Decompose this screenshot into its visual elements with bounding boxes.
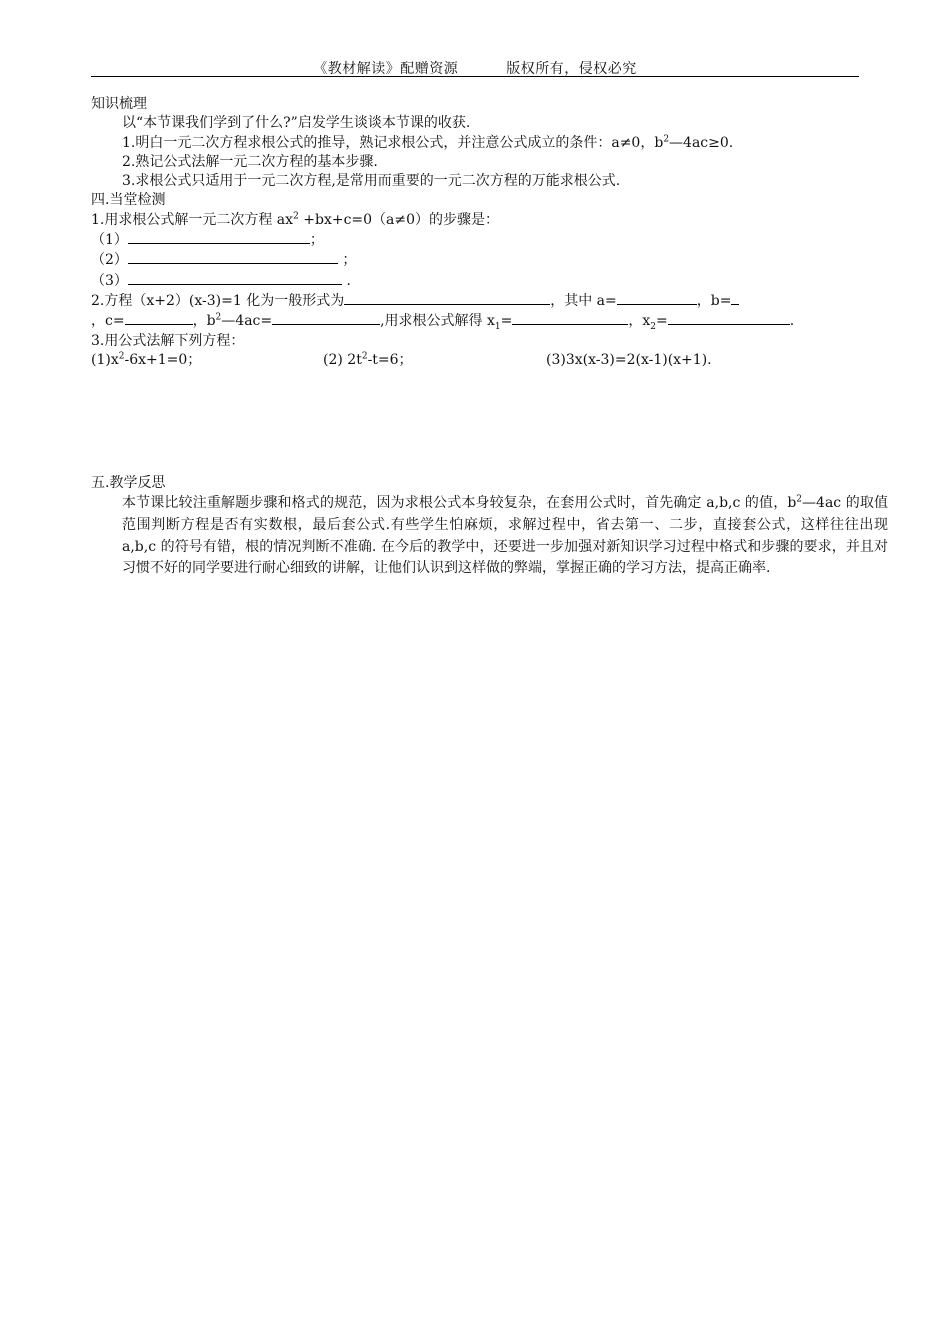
reflection-body: 本节课比较注重解题步骤和格式的规范，因为求根公式本身较复杂，在套用公式时，首先确定 a,b,c 的值，$b^2—4ac$ 的取值范围判断方程是否有实数根，最后套公式.有些学生怕麻烦，求解过程中，省去第一、二步，直接套公式，这样往往出现 a,b,c 的符号有错，根的情况判断不准确. 在今后的教学中，还要进一步加强对新知识学习过程中格式和步骤的要求，并且对习惯不好的同学要进行耐心细致的讲解，让他们认识到这样做的弊端，掌握正确的学习方法，提高正确率. (122, 494, 888, 577)
answer-blank[interactable] (617, 291, 697, 305)
answer-blank[interactable] (128, 230, 310, 244)
answer-blank[interactable] (128, 271, 342, 285)
header-right: 版权所有，侵权必究 (506, 61, 637, 77)
equation-1: $(1)x^2-6x+1=0$； (91, 351, 202, 368)
answer-blank[interactable] (668, 311, 790, 325)
answer-blank[interactable] (125, 311, 193, 325)
answer-blank[interactable] (344, 291, 550, 305)
reflection-title: 五.教学反思 (91, 475, 166, 492)
question-2-line-1: 2.方程（x+2）(x-3)=1 化为一般形式为 ，其中 a= ，b= (91, 291, 861, 311)
answer-blank[interactable] (731, 291, 739, 305)
header-left: 《教材解读》配赠资源 (313, 61, 459, 77)
header-rule (91, 76, 859, 77)
question-3-equations (91, 351, 861, 370)
equation-3: (3)3x(x-3)=2(x-1)(x+1). (546, 351, 712, 368)
answer-blank[interactable] (128, 250, 338, 264)
question-1-step-1: （1） ； (91, 232, 324, 249)
question-1-step-3: （3） . (91, 272, 351, 289)
summary-point-2: 2.熟记公式法解一元二次方程的基本步骤. (122, 153, 378, 170)
summary-point-3: 3.求根公式只适用于一元二次方程,是常用而重要的一元二次方程的万能求根公式. (122, 173, 621, 190)
answer-blank[interactable] (512, 311, 628, 325)
document-body (91, 95, 888, 580)
question-2-line-2: ，c= ，$b^2—4ac=$ ,用求根公式解得 $x_1=$ ，$x_2=$ . (91, 312, 795, 333)
page-header (91, 58, 859, 78)
question-3: 3.用公式法解下列方程： (91, 332, 245, 349)
equation-2: (2) $2t^2-t=6$； (323, 351, 413, 368)
check-title: 四.当堂检测 (91, 192, 166, 209)
answer-blank[interactable] (272, 311, 380, 325)
question-1-step-2: （2） ； (91, 252, 357, 269)
summary-point-1: 1.明白一元二次方程求根公式的推导，熟记求根公式，并注意公式成立的条件：a≠0，$b^2—4ac\ge 0$. (122, 133, 734, 151)
summary-intro: 以“本节课我们学到了什么?”启发学生谈谈本节课的收获. (122, 115, 471, 132)
question-1: 1.用求根公式解一元二次方程 $ax^2 +bx+c=0(a\ne 0)$的步骤是： (91, 211, 500, 228)
summary-title: 知识梳理 (91, 96, 147, 112)
